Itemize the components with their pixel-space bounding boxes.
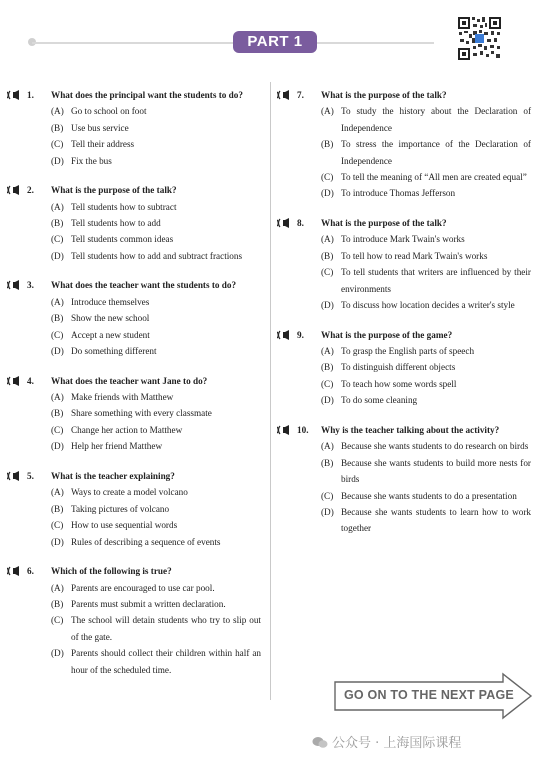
option-text: To tell students that writers are influenced by their environments (341, 267, 531, 294)
option-text: Because she wants students to do a presentation (341, 490, 517, 501)
speaker-icon[interactable] (7, 468, 27, 484)
option-letter: (A) (321, 346, 334, 357)
option-a[interactable] (321, 438, 531, 454)
option-letter: (D) (321, 506, 334, 517)
option-a[interactable] (51, 389, 261, 405)
question-5 (7, 468, 261, 550)
question-number: 10. (297, 424, 309, 435)
option-text: Tell students how to subtract (71, 201, 177, 212)
option-b[interactable] (51, 310, 261, 326)
option-b[interactable] (321, 455, 531, 488)
option-letter: (C) (51, 234, 64, 245)
option-letter: (A) (51, 582, 64, 593)
option-letter: (D) (51, 155, 64, 166)
question-column-left (7, 87, 261, 691)
option-d[interactable] (51, 645, 261, 678)
option-letter: (A) (51, 106, 64, 117)
option-d[interactable] (51, 343, 261, 359)
question-number: 4. (27, 375, 34, 386)
speaker-icon[interactable] (7, 182, 27, 198)
question-text: What is the purpose of the game? (321, 329, 453, 340)
option-text: To grasp the English parts of speech (341, 346, 475, 357)
question-6 (7, 563, 261, 678)
question-number: 1. (27, 90, 34, 100)
option-letter: (B) (321, 139, 334, 150)
speaker-icon[interactable] (7, 277, 27, 293)
option-d[interactable] (51, 153, 261, 169)
question-column-right (277, 87, 531, 550)
option-letter: (C) (51, 139, 64, 150)
option-text: To teach how some words spell (341, 378, 457, 389)
option-a[interactable] (51, 484, 261, 500)
option-letter: (A) (321, 234, 334, 245)
speaker-icon[interactable] (7, 373, 27, 389)
wechat-icon (312, 736, 328, 749)
option-text: To distinguish different objects (341, 362, 456, 373)
question-number: 6. (27, 566, 34, 577)
option-text: Ways to create a model volcano (71, 487, 188, 498)
option-letter: (C) (321, 267, 334, 278)
option-letter: (C) (51, 615, 64, 626)
question-text: What is the purpose of the talk? (321, 90, 447, 100)
option-text: Show the new school (71, 313, 150, 324)
option-letter: (B) (321, 457, 334, 468)
speaker-icon[interactable] (277, 215, 297, 231)
option-letter: (B) (321, 362, 334, 373)
option-text: To study the history about the Declaration of Independence (341, 106, 531, 133)
option-letter: (C) (321, 490, 334, 501)
option-a[interactable] (51, 103, 261, 119)
option-text: Because she wants students to do research on birds (341, 441, 529, 452)
option-text: Parents are encouraged to use car pool. (71, 582, 215, 593)
option-c[interactable] (321, 169, 531, 185)
option-d[interactable] (321, 297, 531, 313)
option-b[interactable] (51, 596, 261, 612)
option-text: How to use sequential words (71, 520, 178, 531)
option-letter: (B) (51, 122, 64, 133)
option-b[interactable] (51, 501, 261, 517)
option-text: To do some cleaning (341, 395, 418, 406)
option-letter: (A) (51, 201, 64, 212)
option-letter: (B) (321, 250, 334, 261)
option-text: Because she wants students to build more nests for birds (341, 457, 531, 485)
option-c[interactable] (51, 327, 261, 343)
part-label: PART 1 (233, 31, 317, 53)
question-4 (7, 373, 261, 455)
option-d[interactable] (51, 248, 261, 264)
option-text: Tell their address (71, 139, 135, 150)
option-letter: (C) (51, 329, 64, 340)
speaker-icon[interactable] (7, 87, 27, 103)
option-letter: (B) (51, 218, 64, 229)
option-letter: (C) (321, 378, 334, 389)
option-letter: (D) (51, 441, 64, 452)
option-text: Use bus service (71, 122, 129, 133)
question-9 (277, 327, 531, 409)
question-number: 7. (297, 90, 304, 100)
question-8 (277, 215, 531, 313)
option-text: Taking pictures of volcano (71, 503, 170, 514)
option-letter: (C) (51, 520, 64, 531)
option-a[interactable] (51, 199, 261, 215)
option-b[interactable] (321, 248, 531, 264)
speaker-icon[interactable] (277, 327, 297, 343)
question-text: What does the teacher want the students to do? (51, 280, 237, 291)
option-d[interactable] (321, 185, 531, 201)
question-number: 5. (27, 470, 34, 481)
option-c[interactable] (51, 231, 261, 247)
watermark-text: 公众号 · 上海国际课程 (332, 736, 462, 751)
option-d[interactable] (321, 392, 531, 408)
option-c[interactable] (51, 136, 261, 152)
question-3 (7, 277, 261, 359)
option-letter: (A) (321, 441, 334, 452)
option-letter: (A) (51, 487, 64, 498)
option-text: Tell students common ideas (71, 234, 174, 245)
question-number: 3. (27, 280, 34, 291)
option-text: To stress the importance of the Declaration of Independence (341, 139, 531, 166)
option-text: The school will detain students who try to slip out of the gate. (71, 615, 261, 642)
question-text: What is the purpose of the talk? (321, 218, 447, 229)
option-text: Go to school on foot (71, 106, 147, 117)
option-a[interactable] (51, 294, 261, 310)
option-text: Tell students how to add (71, 218, 161, 229)
option-letter: (A) (51, 392, 64, 403)
option-c[interactable] (51, 422, 261, 438)
option-text: Fix the bus (71, 155, 112, 166)
option-text: Rules of describing a sequence of events (71, 536, 221, 547)
question-text: Which of the following is true? (51, 566, 172, 577)
option-letter: (D) (321, 300, 334, 311)
option-d[interactable] (51, 438, 261, 454)
option-b[interactable] (321, 136, 531, 169)
option-text: Parents must submit a written declaration. (71, 598, 226, 609)
option-d[interactable] (321, 504, 531, 537)
option-letter: (B) (51, 503, 64, 514)
question-2 (7, 182, 261, 264)
option-c[interactable] (321, 376, 531, 392)
option-text: Share something with every classmate (71, 408, 212, 419)
option-c[interactable] (51, 612, 261, 645)
option-a[interactable] (321, 343, 531, 359)
option-a[interactable] (321, 103, 531, 136)
question-number: 2. (27, 185, 34, 196)
question-text: What is the purpose of the talk? (51, 185, 177, 196)
option-text: Make friends with Matthew (71, 392, 174, 403)
speaker-icon[interactable] (7, 563, 27, 579)
watermark (312, 732, 461, 751)
next-page-label[interactable]: GO ON TO THE NEXT PAGE (344, 688, 514, 702)
option-a[interactable] (321, 231, 531, 247)
option-letter: (B) (51, 313, 64, 324)
option-c[interactable] (321, 264, 531, 297)
option-b[interactable] (51, 405, 261, 421)
speaker-icon[interactable] (277, 422, 297, 438)
option-letter: (D) (321, 395, 334, 406)
option-text: To tell the meaning of “All men are created equal” (341, 172, 527, 183)
option-a[interactable] (51, 580, 261, 596)
option-letter: (A) (51, 296, 64, 307)
option-letter: (D) (51, 346, 64, 357)
question-text: Why is the teacher talking about the activity? (321, 424, 500, 435)
question-number: 8. (297, 218, 304, 229)
question-10 (277, 422, 531, 537)
speaker-icon[interactable] (277, 87, 297, 103)
column-divider (270, 82, 271, 700)
option-text: Help her friend Matthew (71, 441, 163, 452)
option-text: Do something different (71, 346, 157, 357)
option-text: Tell students how to add and subtract fractions (71, 250, 243, 261)
option-letter: (D) (321, 188, 334, 199)
option-text: Introduce themselves (71, 296, 150, 307)
option-text: Accept a new student (71, 329, 150, 340)
option-letter: (C) (321, 172, 334, 183)
question-text: What does the teacher want Jane to do? (51, 375, 208, 386)
option-letter: (C) (51, 424, 64, 435)
option-letter: (A) (321, 106, 334, 117)
option-b[interactable] (51, 120, 261, 136)
option-letter: (D) (51, 250, 64, 261)
qr-code-icon (457, 16, 502, 61)
option-text: To discuss how location decides a writer's style (341, 300, 515, 311)
option-letter: (B) (51, 408, 64, 419)
option-c[interactable] (321, 488, 531, 504)
option-text: Parents should collect their children within half an hour of the scheduled time. (71, 648, 261, 675)
option-letter: (D) (51, 648, 64, 659)
option-d[interactable] (51, 534, 261, 550)
option-c[interactable] (51, 517, 261, 533)
question-7 (277, 87, 531, 202)
question-number: 9. (297, 329, 304, 340)
option-b[interactable] (51, 215, 261, 231)
option-text: To introduce Mark Twain's works (341, 234, 465, 245)
question-text: What does the principal want the students to do? (51, 90, 243, 100)
option-b[interactable] (321, 359, 531, 375)
option-text: To introduce Thomas Jefferson (341, 188, 456, 199)
question-1 (7, 87, 261, 169)
question-text: What is the teacher explaining? (51, 470, 175, 481)
option-letter: (D) (51, 536, 64, 547)
option-text: Change her action to Matthew (71, 424, 183, 435)
option-text: Because she wants students to learn how to work together (341, 506, 531, 534)
option-text: To tell how to read Mark Twain's works (341, 250, 488, 261)
option-letter: (B) (51, 598, 64, 609)
